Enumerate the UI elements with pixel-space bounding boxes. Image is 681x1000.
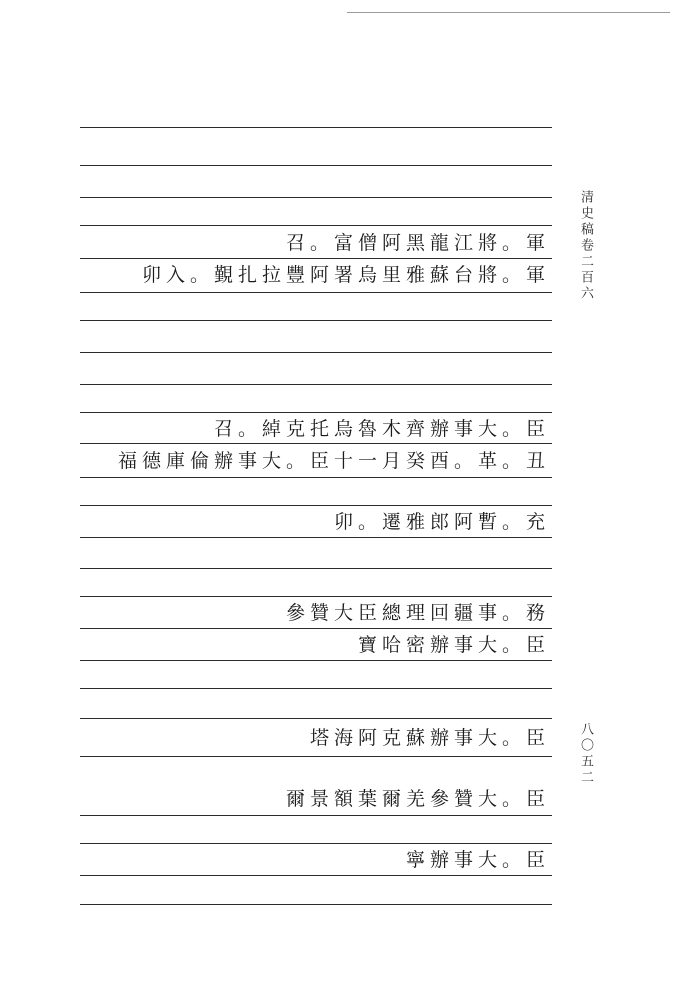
row-text: 塔海阿克蘇辦事大。臣	[309, 727, 550, 749]
ruled-line	[80, 225, 552, 226]
ruled-line	[80, 292, 552, 293]
table-row	[82, 133, 552, 163]
row-text: 召。綽克托烏魯木齊辦事大。臣	[213, 418, 550, 440]
table-row	[82, 168, 552, 198]
table-row	[82, 260, 552, 290]
ruled-line	[80, 568, 552, 569]
row-text: 參贊大臣總理回疆事。務	[285, 602, 550, 624]
ruled-line	[80, 127, 552, 128]
ruled-line	[80, 843, 552, 844]
table-row	[82, 228, 552, 258]
ruled-line	[80, 815, 552, 816]
table-row	[82, 414, 552, 444]
ruled-line	[80, 875, 552, 876]
ruled-line	[80, 258, 552, 259]
ruled-line	[80, 537, 552, 538]
table-row	[82, 507, 552, 537]
table-row	[82, 723, 552, 753]
table-row	[82, 598, 552, 628]
ruled-line	[80, 165, 552, 166]
table-row	[82, 630, 552, 660]
row-text: 爾景額葉爾羌參贊大。臣	[285, 788, 550, 810]
row-text: 卯。遷雅郎阿暫。充	[333, 511, 550, 533]
row-text: 寶哈密辦事大。臣	[357, 634, 550, 656]
ruled-line	[80, 477, 552, 478]
table-row	[82, 446, 552, 476]
table-row	[82, 540, 552, 570]
table-row	[82, 845, 552, 875]
ruled-line	[80, 412, 552, 413]
row-text: 寧辦事大。臣	[405, 849, 550, 871]
table-row	[82, 784, 552, 814]
row-text: 卯入。覲扎拉豐阿署烏里雅蘇台將。軍	[141, 264, 550, 286]
ruled-line	[80, 628, 552, 629]
ruled-line	[80, 660, 552, 661]
page-number: 八〇五二	[578, 722, 593, 786]
ruled-line	[80, 384, 552, 385]
ruled-line	[80, 505, 552, 506]
table-row	[82, 198, 552, 228]
table-row	[82, 322, 552, 352]
ruled-line	[80, 904, 552, 905]
ruled-line	[80, 718, 552, 719]
top-edge-mark	[347, 0, 670, 13]
ruled-line	[80, 352, 552, 353]
table-row	[82, 877, 552, 907]
row-text: 召。富僧阿黑龍江將。軍	[285, 232, 550, 254]
book-title: 清史稿卷二百六	[578, 190, 593, 302]
ruled-line	[80, 756, 552, 757]
table-row	[82, 354, 552, 384]
ruled-line	[80, 596, 552, 597]
ruled-line	[80, 688, 552, 689]
ruled-line	[80, 443, 552, 444]
row-text: 福德庫倫辦事大。臣十一月癸酉。革。丑	[117, 450, 550, 472]
ruled-line	[80, 320, 552, 321]
